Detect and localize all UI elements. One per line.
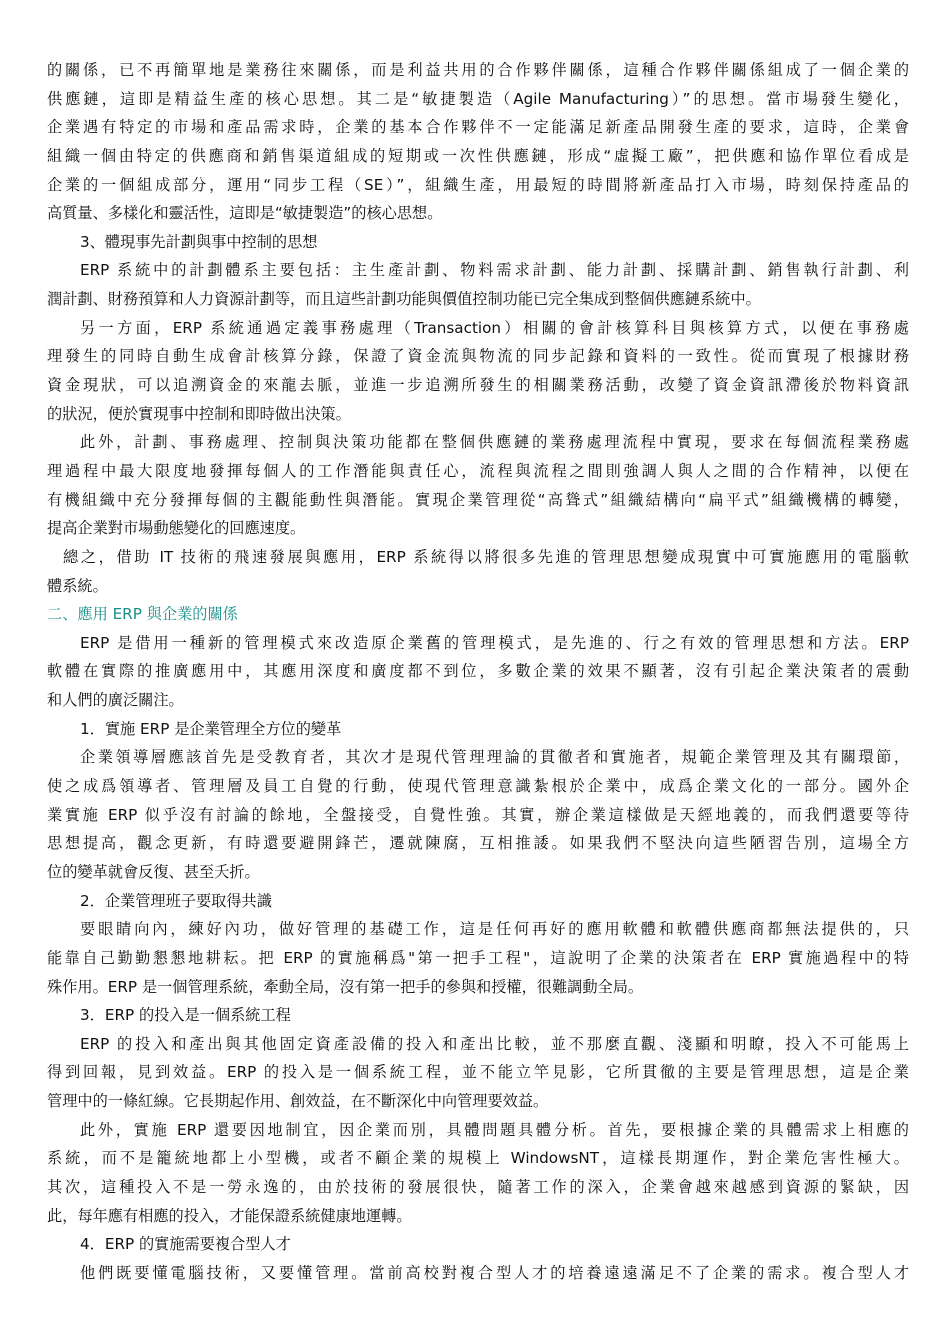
subheading-plan-control: 3、體現事先計劃與事中控制的思想	[80, 232, 318, 251]
text-line: 的關係，已不再簡單地是業務往來關係，而是利益共用的合作夥伴關係，這種合作夥伴關係組成了一個企業的	[47, 61, 909, 79]
subheading-talent: 4．ERP 的實施需要複合型人才	[80, 1235, 291, 1254]
text-line: 管理中的一條紅線。它長期起作用、創效益，在不斷深化中向管理要效益。	[47, 1092, 549, 1111]
paragraph-lean-agile	[47, 56, 909, 228]
paragraph-workflow	[47, 428, 909, 543]
text-line: ERP 是借用一種新的管理模式來改造原企業舊的管理模式，是先進的、行之有效的管理思想和方法。ERP	[80, 633, 909, 652]
text-line: 殊作用。ERP 是一個管理系統，牽動全局，沒有第一把手的參與和授權，很難調動全局。	[47, 977, 644, 996]
text-line: 企業領導層應該首先是受教育者，其次才是現代管理理論的貫徹者和實施者，規範企業管理及其有關環節，	[80, 748, 909, 767]
text-line: 組織一個由特定的供應商和銷售渠道組成的短期或一次性供應鏈，形成“虛擬工廠”，把供應和協作單位看成是	[47, 146, 909, 165]
text-line: 有機組織中充分發揮每個的主觀能動性與潛能。實現企業管理從“高聳式”組織結構向“扁平式”組織機構的轉變，	[47, 490, 909, 509]
text-line: 潤計劃、財務預算和人力資源計劃等，而且這些計劃功能與價值控制功能已完全集成到整個供應鏈系統中。	[47, 290, 761, 309]
paragraph-erp-intro	[47, 629, 909, 715]
text-line: 此，每年應有相應的投入，才能保證系統健康地運轉。	[47, 1206, 412, 1225]
paragraph-leadership	[47, 743, 909, 886]
subheading-consensus: 2．企業管理班子要取得共識	[80, 891, 272, 910]
text-line: 高質量、多樣化和靈活性，這即是“敏捷製造”的核心思想。	[47, 204, 443, 223]
text-line: 供應鏈，這即是精益生產的核心思想。其二是“敏捷製造（Agile Manufacturing）”的思想。當市場發生變化，	[47, 89, 909, 108]
text-line: 能靠自己勤勤懇懇地耕耘。把 ERP 的實施稱爲"第一把手工程"，這說明了企業的決策者在 ERP 實施過程中的特	[47, 948, 909, 967]
paragraph-plan-system	[47, 256, 909, 313]
subheading-reform: 1．實施 ERP 是企業管理全方位的變革	[80, 719, 342, 738]
text-line: ERP 系統中的計劃體系主要包括：主生產計劃、物料需求計劃、能力計劃、採購計劃、銷售執行計劃、利	[80, 261, 909, 280]
text-line: 體系統。	[47, 576, 108, 595]
text-line: 業實施 ERP 似乎沒有討論的餘地，全盤接受，自覺性強。其實，辦企業這樣做是天經地義的，而我們還要等待	[47, 805, 909, 824]
text-line: 另一方面，ERP 系統通過定義事務處理（Transaction）相關的會計核算科目與核算方式，以便在事務處	[80, 318, 909, 337]
subheading-investment: 3．ERP 的投入是一個系統工程	[80, 1006, 291, 1025]
text-line: 思想提高，觀念更新，有時還要避開鋒芒，遷就陳腐，互相推諉。如果我們不堅決向這些陋習告別，這場全方	[47, 834, 909, 853]
text-line: 其次，這種投入不是一勞永逸的，由於技術的發展很快，隨著工作的深入，企業會越來越感到資源的緊缺，因	[47, 1177, 909, 1196]
paragraph-summary	[47, 543, 909, 600]
section-heading-erp-enterprise: 二、應用 ERP 與企業的關係	[47, 605, 238, 624]
text-line: 此外，計劃、事務處理、控制與決策功能都在整個供應鏈的業務處理流程中實現，要求在每個流程業務處	[80, 433, 909, 452]
text-line: 資金現狀，可以追溯資金的來龍去脈，並進一步追溯所發生的相關業務活動，改變了資金資訊滯後於物料資訊	[47, 376, 909, 395]
text-line: 和人們的廣泛關注。	[47, 691, 184, 710]
text-line: 軟體在實際的推廣應用中，其應用深度和廣度都不到位，多數企業的效果不顯著，沒有引起企業決策者的震動	[47, 662, 909, 681]
text-line: ERP 的投入和產出與其他固定資產設備的投入和產出比較，並不那麼直觀、淺顯和明瞭，投入不可能馬上	[80, 1034, 909, 1053]
text-line: 得到回報，見到效益。ERP 的投入是一個系統工程，並不能立竿見影，它所貫徹的主要是管理思想，這是企業	[47, 1063, 909, 1082]
text-line: 提高企業對市場動態變化的回應速度。	[47, 519, 306, 538]
text-line: 系統，而不是籠統地都上小型機，或者不顧企業的規模上 WindowsNT，這樣長期運作，對企業危害性極大。	[47, 1149, 909, 1168]
text-line: 的狀況，便於實現事中控制和即時做出決策。	[47, 404, 351, 423]
paragraph-local-conditions	[47, 1116, 909, 1231]
text-line: 理發生的同時自動生成會計核算分錄，保證了資金流與物流的同步記錄和資料的一致性。從而實現了根據財務	[47, 347, 909, 366]
document-page	[47, 56, 909, 1288]
text-line: 他們既要懂電腦技術，又要懂管理。當前高校對複合型人才的培養遠遠滿足不了企業的需求。複合型人才	[80, 1263, 909, 1282]
text-line: 位的變革就會反復、甚至夭折。	[47, 862, 260, 881]
paragraph-transaction	[47, 314, 909, 429]
paragraph-talent	[47, 1259, 909, 1288]
text-line: 企業遇有特定的市場和產品需求時，企業的基本合作夥伴不一定能滿足新產品開發生產的要求，這時，企業會	[47, 118, 909, 137]
text-line: 使之成爲領導者、管理層及員工自覺的行動，使現代管理意識紮根於企業中，成爲企業文化的一部分。國外企	[47, 777, 909, 796]
paragraph-internal	[47, 915, 909, 1001]
paragraph-investment	[47, 1030, 909, 1116]
text-line: 理過程中最大限度地發揮每個人的工作潛能與責任心，流程與流程之間則強調人與人之間的合作精神，以便在	[47, 461, 909, 480]
text-line: 要眼睛向內，練好內功，做好管理的基礎工作，這是任何再好的應用軟體和軟體供應商都無法提供的，只	[80, 920, 909, 939]
text-line: 此外，實施 ERP 還要因地制宜，因企業而別，具體問題具體分析。首先，要根據企業的具體需求上相應的	[80, 1120, 909, 1139]
text-line: 總之，借助 IT 技術的飛速發展與應用，ERP 系統得以將很多先進的管理思想變成現實中可實施應用的電腦軟	[63, 547, 909, 566]
text-line: 企業的一個組成部分，運用“同步工程（SE）”，組織生產，用最短的時間將新產品打入市場，時刻保持產品的	[47, 175, 909, 194]
